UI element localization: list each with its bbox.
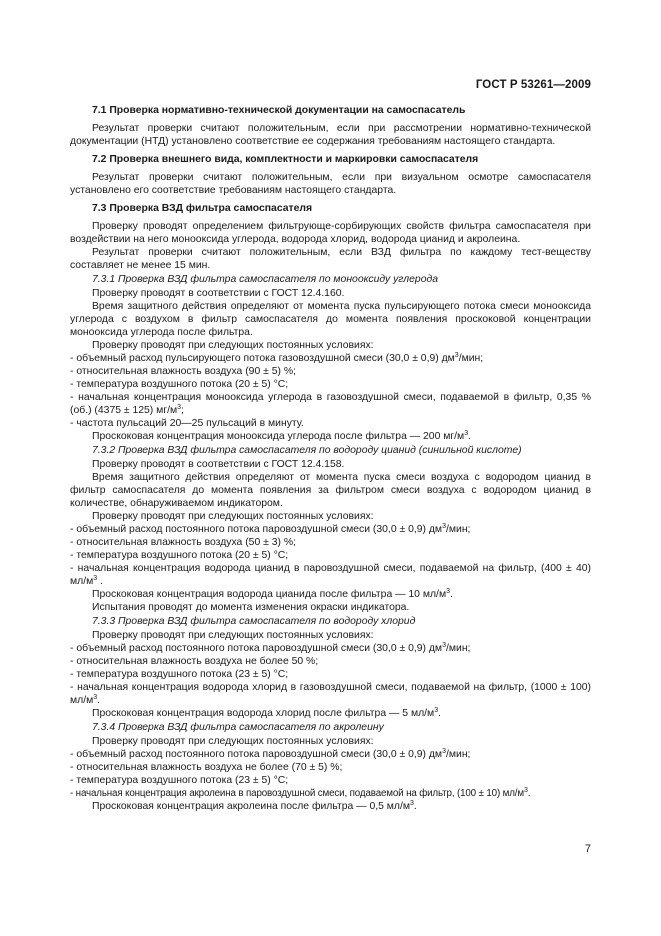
section-7-3-3-condition-1: - объемный расход постоянного потока паровоздушной смеси (30,0 ± 0,9) $дм^3$/мин; [70, 642, 471, 654]
section-7-3-1-paragraph-1: Проверку проводят в соответствии с ГОСТ 12.4.160. [92, 288, 345, 299]
section-7-3-1-condition-1: - объемный расход пульсирующего потока газовоздушной смеси (30,0 ± 0,9) $дм^3$/мин; [70, 352, 484, 364]
section-7-3-3-paragraph-1: Проверку проводят при следующих постоянных условиях: [92, 630, 374, 641]
superscript: 3 [523, 787, 528, 794]
superscript: 3 [464, 430, 469, 437]
section-7-3-title: 7.3 Проверка ВЗД фильтра самоспасателя [92, 203, 313, 214]
section-7-3-1-condition-4: - начальная концентрация монооксида углерода в газовоздушной смеси, подаваемой в фильтр, 0,35 % (об.) (4375 ± 125) $мг/м^3$; [70, 392, 591, 416]
section-7-3-paragraph-2: Результат проверки считают положительным, если ВЗД фильтра по каждому тест-веществу составляет не менее 15 мин. [70, 247, 591, 271]
section-7-3-3-condition-4: - начальная концентрация водорода хлорид в газовоздушной смеси, подаваемой на фильтр, (1000 ± 100) $мл/м^3$. [70, 682, 591, 706]
section-7-3-2-paragraph-3: Проверку проводят при следующих постоянных условиях: [92, 511, 374, 522]
superscript: 3 [434, 707, 439, 714]
section-7-1-title: 7.1 Проверка нормативно-технической документации на самоспасатель [92, 105, 466, 116]
section-7-3-1-condition-3: - температура воздушного потока (20 ± 5) °С; [70, 379, 289, 390]
section-7-3-4-condition-3: - температура воздушного потока (23 ± 5) °С; [70, 775, 289, 786]
section-7-3-3-condition-3: - температура воздушного потока (23 ± 5) °С; [70, 669, 289, 680]
superscript: 3 [177, 404, 182, 411]
section-7-3-2-paragraph-1: Проверку проводят в соответствии с ГОСТ 12.4.158. [92, 459, 345, 470]
section-7-3-1-title: 7.3.1 Проверка ВЗД фильтра самоспасателя по монооксиду углерода [92, 274, 438, 285]
section-7-3-4-paragraph-1: Проверку проводят при следующих постоянных условиях: [92, 736, 374, 747]
superscript: 3 [446, 588, 450, 595]
section-7-3-4-paragraph-2: Проскоковая концентрация акролеина после фильтра — 0,5 $мл/м^3$. [92, 800, 417, 812]
section-7-3-1-condition-2: - относительная влажность воздуха (90 ± 5) %; [70, 366, 296, 377]
document-body [70, 104, 591, 813]
section-7-3-2-condition-1: - объемный расход постоянного потока паровоздушной смеси (30,0 ± 0,9) $дм^3$/мин; [70, 523, 471, 535]
page-number: 7 [584, 843, 591, 855]
section-7-3-2-paragraph-5: Испытания проводят до момента изменения окраски индикатора. [92, 602, 410, 613]
section-7-3-2-title: 7.3.2 Проверка ВЗД фильтра самоспасателя по водороду цианид (синильной кислоте) [92, 445, 522, 456]
section-7-3-1-paragraph-2: Время защитного действия определяют от момента пуска пульсирующего потока смеси монооксида углерода с воздухом в фильтр самоспасателя до момента появления проскоковой концентрации монооксида углерода после фильтра. [70, 301, 591, 338]
section-7-3-2-condition-3: - температура воздушного потока (20 ± 5) °С; [70, 550, 289, 561]
section-7-3-2-condition-4: - начальная концентрация водорода цианид в паровоздушной смеси, подаваемой на фильтр, (400 ± 40) $мл/м^3$ . [70, 563, 591, 587]
section-7-1-paragraph: Результат проверки считают положительным, если при рассмотрении нормативно-технической документации (НТД) установлено соответствие ее содержания требованиям настоящего стандарта. [70, 123, 591, 147]
section-7-3-1-paragraph-3: Проверку проводят при следующих постоянных условиях: [92, 340, 374, 351]
section-7-3-1-condition-5: - частота пульсаций 20—25 пульсаций в минуту. [70, 418, 304, 429]
section-7-3-4-title: 7.3.4 Проверка ВЗД фильтра самоспасателя по акролеину [92, 722, 384, 733]
section-7-3-4-condition-4: - начальная концентрация акролеина в паровоздушной смеси, подаваемой на фильтр, (100 ± 10) $мл/м^3$. [70, 787, 531, 799]
superscript: 3 [442, 523, 446, 530]
superscript: 3 [454, 352, 459, 359]
section-7-3-4-condition-2: - относительная влажность воздуха не более (70 ± 5) %; [70, 762, 343, 773]
section-7-3-3-paragraph-2: Проскоковая концентрация водорода хлорид после фильтра — 5 $мл/м^3$. [92, 707, 441, 719]
superscript: 3 [93, 694, 98, 701]
section-7-3-paragraph-1: Проверку проводят определением фильтрующе-сорбирующих свойств фильтра самоспасателя при воздействии на него монооксида углерода, водорода хлорид, водорода цианид и акролеина. [70, 221, 591, 245]
standard-header: ГОСТ Р 53261—2009 [475, 79, 591, 91]
section-7-3-3-condition-2: - относительная влажность воздуха не более 50 %; [70, 656, 319, 667]
section-7-3-4-condition-1: - объемный расход постоянного потока паровоздушной смеси (30,0 ± 0,9) $дм^3$/мин; [70, 748, 471, 760]
section-7-2-title: 7.2 Проверка внешнего вида, комплектности и маркировки самоспасателя [92, 154, 479, 165]
section-7-2-paragraph: Результат проверки считают положительным, если при визуальном осмотре самоспасателя установлено его соответствие требованиям настоящего стандарта. [70, 172, 591, 196]
section-7-3-2-paragraph-4: Проскоковая концентрация водорода цианида после фильтра — 10 $мл/м^3$. [92, 588, 453, 600]
superscript: 3 [410, 800, 414, 807]
section-7-3-2-paragraph-2: Время защитного действия определяют от момента пуска смеси воздуха с водородом цианид в фильтр самоспасателя до момента появления за фильтром смеси воздуха с водородом цианид в количестве, обнаруживаемом индикатором. [70, 472, 591, 509]
superscript: 3 [93, 575, 98, 582]
section-7-3-1-paragraph-4: Проскоковая концентрация монооксида углерода после фильтра — 200 $мг/м^3$. [92, 430, 471, 442]
superscript: 3 [442, 642, 446, 649]
superscript: 3 [442, 748, 446, 755]
section-7-3-3-title: 7.3.3 Проверка ВЗД фильтра самоспасателя по водороду хлорид [92, 616, 416, 627]
section-7-3-2-condition-2: - относительная влажность воздуха (50 ± 3) %; [70, 537, 296, 548]
